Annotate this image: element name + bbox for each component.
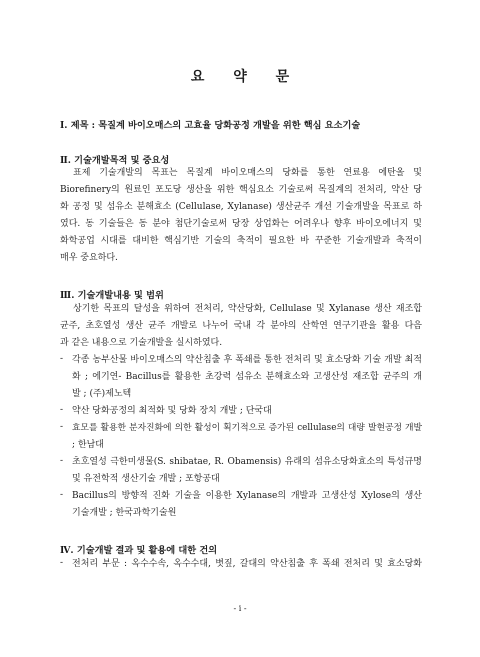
- section1-heading: Ⅰ. 제목 : 목질계 바이오매스의 고효율 당화공정 개발을 위한 핵심 요소기술: [60, 120, 361, 131]
- section3-intro-line: 과 같은 내용으로 기술개발을 실시하였다.: [60, 338, 223, 348]
- section2-line: 매우 중요하다.: [60, 253, 118, 263]
- section2-heading: Ⅱ. 기술개발목적 및 중요성: [60, 155, 170, 166]
- list-item-line: Bacillus의 방향적 진화 기술을 이용한 Xylanase의 개발과 고생산성 Xylose의 생산: [72, 491, 422, 501]
- list-bullet: -: [60, 456, 64, 466]
- list-item-line: 전처리 부문 : 옥수수속, 옥수수대, 볏짚, 갈대의 약산침출 후 폭쇄 전처리 및 효소당화: [72, 559, 422, 569]
- list-item-line: ; 한남대: [72, 440, 104, 450]
- section3-intro-line: 상기한 목표의 달성을 위하여 전처리, 약산당화, Cellulase 및 Xylanase 생산 재조합: [73, 304, 422, 314]
- section2-line: 표제 기술개발의 목표는 목질계 바이오매스의 당화를 통한 연료용 에탄올 및: [73, 168, 422, 178]
- list-item-line: 효모를 활용한 분자진화에 의한 활성이 획기적으로 증가된 cellulase의 대량 발현공정 개발: [72, 423, 422, 433]
- list-item-line: 각종 농부산물 바이오매스의 약산침출 후 폭쇄를 통한 전처리 및 효소당화 기술 개발 최적: [72, 355, 422, 365]
- list-item-line: 약산 당화공정의 최적화 및 당화 장치 개발 ; 단국대: [72, 406, 272, 416]
- page-title: 요 약 문: [190, 69, 302, 85]
- section2-line: 화학공업 시대를 대비한 핵심기반 기술의 축적이 필요한 바 꾸준한 기술개발과 축적이: [60, 236, 422, 246]
- section2-line: 화 공정 및 섬유소 분해효소 (Cellulase, Xylanase) 생산균주 개선 기술개발을 목표로 하: [60, 202, 422, 212]
- list-bullet: -: [60, 558, 64, 568]
- section2-line: Biorefinery의 원료인 포도당 생산을 위한 핵심요소 기술로써 목질계의 전처리, 약산 당: [60, 185, 422, 195]
- list-bullet: -: [60, 354, 64, 364]
- list-item-line: 기술개발 ; 한국과학기술원: [72, 508, 177, 518]
- list-bullet: -: [60, 422, 64, 432]
- list-bullet: -: [60, 490, 64, 500]
- section3-heading: Ⅲ. 기술개발내용 및 범위: [60, 290, 164, 301]
- list-item-line: 및 유전학적 생산기술 개발 ; 포항공대: [72, 474, 220, 484]
- page-number: - i -: [233, 604, 247, 613]
- section3-intro-line: 균주, 초호열성 생산 균주 개발로 나누어 국내 각 분야의 산학연 연구기관을 활용 다음: [60, 321, 422, 331]
- section2-line: 였다. 동 기술들은 동 분야 첨단기술로써 당장 상업화는 어려우나 향후 바이오에너지 및: [60, 219, 422, 229]
- list-bullet: -: [60, 405, 64, 415]
- list-item-line: 초호열성 극한미생물(S. shibatae, R. Obamensis) 유래의 섬유소당화효소의 특성규명: [72, 457, 422, 467]
- section4-heading: Ⅳ. 기술개발 결과 및 활용에 대한 건의: [60, 545, 218, 556]
- list-item-line: 화 ; 에기연- Bacillus를 활용한 초강력 섬유소 분해효소와 고생산성 재조합 균주의 개: [72, 372, 422, 382]
- list-item-line: 발 ; (주)제노텍: [72, 389, 132, 399]
